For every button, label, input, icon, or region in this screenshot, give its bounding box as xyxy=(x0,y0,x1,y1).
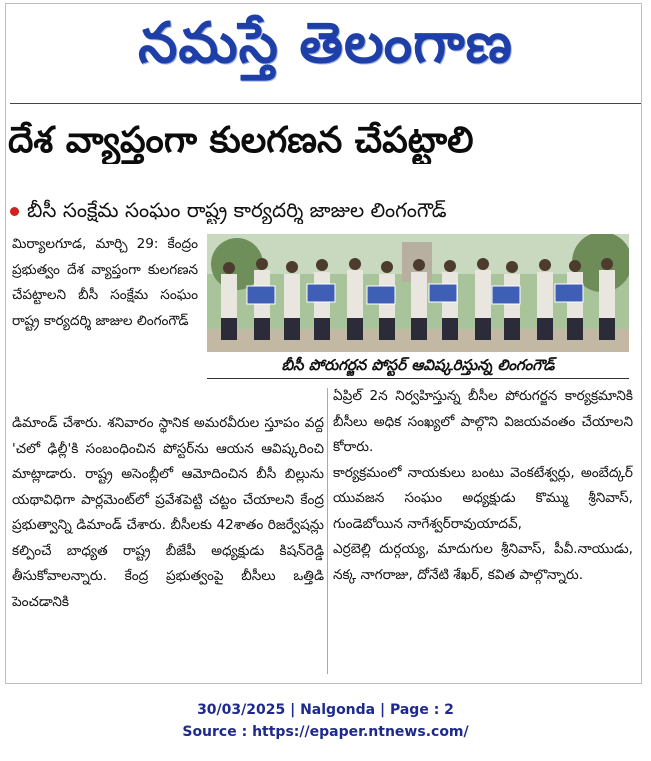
column-divider xyxy=(327,388,328,674)
photo-caption: బీసీ పోరుగర్జన పోస్టర్ ఆవిష్కరిస్తున్న లింగంగౌడ్ xyxy=(207,352,629,379)
body-paragraph: ఎర్రబెల్లి దుర్గయ్య, మాదుగుల శ్రీనివాస్, పీవీ.నాయుడు, నక్క నాగరాజు, దోనేటి శేఖర్, కవిత పాల్గొన్నారు. xyxy=(333,541,633,583)
bullet-icon xyxy=(10,207,19,216)
article-headline: దేశ వ్యాప్తంగా కులగణన చేపట్టాలి xyxy=(8,120,474,161)
body-column-left-top xyxy=(12,232,198,334)
body-paragraph: డిమాండ్ చేశారు. శనివారం స్థానిక అమరవీరుల స్తూపం వద్ద 'చలో ఢిల్లీ'కి సంబంధించిన పోస్టర్‌ను ఆయన ఆవిష్కరించి మాట్లాడారు. రాష్ట్ర అసెంబ్లీలో ఆమోదించిన బీసీ బిల్లును యథావిధిగా పార్లమెంట్‌లో ప్రవేశపెట్టి చట్టం చేయాలని కేంద్ర ప్రభుత్వాన్ని డిమాండ్ చేశారు. బీసీలకు 42శాతం రిజర్వేషన్లు కల్పించే బాధ్యత రాష్ట్ర బీజేపీ అధ్యక్షుడు కిషన్‌రెడ్డి తీసుకోవాలన్నారు. కేంద్ర ప్రభుత్వంపై బీసీలు ఒత్తిడి పెంచడానికి xyxy=(12,415,324,610)
article-subhead xyxy=(10,196,630,224)
body-paragraph: ఏప్రిల్ 2న నిర్వహిస్తున్న బీసీల పోరుగర్జన కార్యక్రమానికి బీసీలు అధిక సంఖ్యలో పాల్గొని విజయవంతం చేయాలని కోరారు. xyxy=(333,388,633,455)
body-paragraph: కార్యక్రమంలో నాయకులు బంటు వెంకటేశ్వర్లు, అంబేద్కర్ యువజన సంఘం అధ్యక్షుడు కొమ్ము శ్రీనివాస్, గుండెబోయిన నాగేశ్వర్‌రావుయాదవ్, xyxy=(333,464,633,532)
source-link[interactable]: Source : https://epaper.ntnews.com/ xyxy=(182,724,469,740)
newspaper-masthead: నమస్తే తెలంగాణ xyxy=(138,10,513,76)
masthead-rule xyxy=(10,103,641,104)
body-paragraph: మిర్యాలగూడ, మార్చి 29: కేంద్రం ప్రభుత్వం దేశ వ్యాప్తంగా కులగణన చేపట్టాలని బీసీ సంక్షేమ సంఘం రాష్ట్ర కార్యదర్శి జాజుల లింగంగౌడ్ xyxy=(12,236,198,329)
body-column-left-bottom xyxy=(12,411,324,615)
edition-info: 30/03/2025 | Nalgonda | Page : 2 xyxy=(197,702,454,718)
subhead-text: బీసీ సంక్షేమ సంఘం రాష్ట్ర కార్యదర్శి జాజుల లింగంగౌడ్ xyxy=(27,198,447,222)
news-photo xyxy=(207,234,629,352)
group-photo-image xyxy=(207,234,629,352)
body-column-right xyxy=(333,384,633,588)
